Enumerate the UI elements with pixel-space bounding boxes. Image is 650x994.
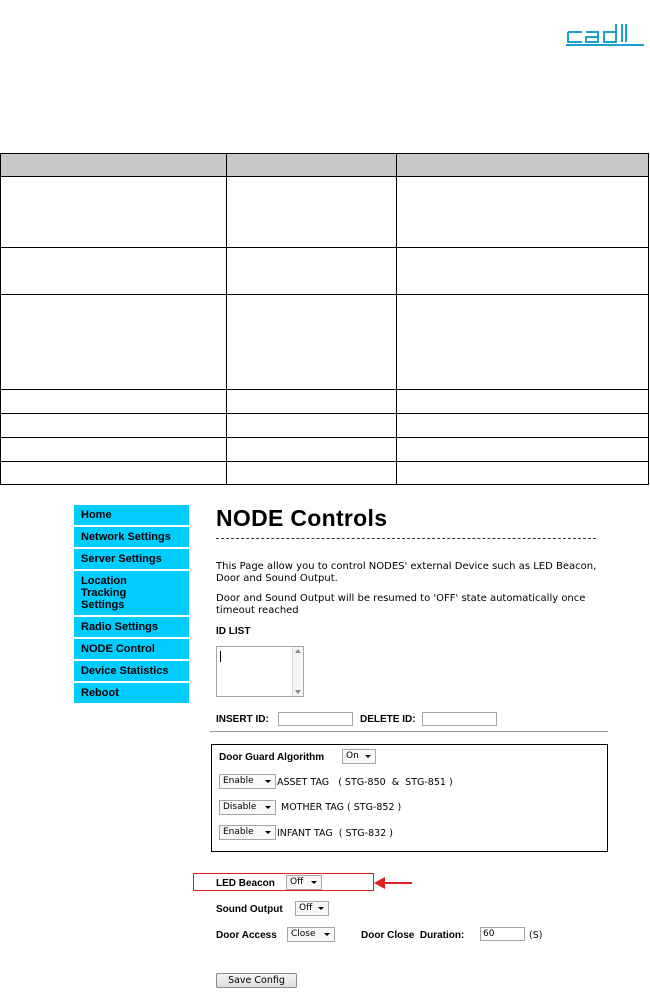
insert-id-input[interactable]	[278, 712, 353, 726]
page-description: This Page allow you to control NODES' external Device such as LED Beacon, Door and Sound Output.	[216, 561, 597, 584]
infant-tag-state: Enable	[223, 827, 254, 837]
list-scrollbar[interactable]	[292, 647, 303, 696]
sidebar-item-server-settings[interactable]: Server Settings	[74, 549, 189, 569]
sound-output-label: Sound Output	[216, 904, 283, 915]
door-guard-label: Door Guard Algorithm	[219, 752, 325, 763]
led-beacon-label: LED Beacon	[216, 878, 275, 889]
door-guard-select[interactable]	[342, 749, 376, 764]
door-close-duration-label: Door Close Duration:	[361, 930, 465, 941]
scroll-down-icon[interactable]	[295, 690, 301, 694]
table-row	[1, 295, 649, 390]
infant-tag-select[interactable]	[219, 825, 276, 840]
table-row	[1, 248, 649, 295]
highlight-arrow-line	[384, 882, 412, 884]
door-guard-value: On	[346, 751, 359, 761]
document-table	[0, 153, 649, 485]
table-row	[1, 462, 649, 485]
chevron-down-icon	[265, 780, 271, 783]
save-config-button[interactable]: Save Config	[216, 973, 297, 988]
asset-tag-state: Enable	[223, 776, 254, 786]
chevron-down-icon	[311, 881, 317, 884]
sidebar-item-device-statistics[interactable]: Device Statistics	[74, 661, 189, 681]
chevron-down-icon	[265, 831, 271, 834]
title-divider	[216, 538, 596, 539]
sidebar-item-reboot[interactable]: Reboot	[74, 683, 189, 703]
cadi-logo	[566, 22, 646, 48]
scroll-up-icon[interactable]	[295, 649, 301, 653]
table-row	[1, 390, 649, 414]
mother-tag-select[interactable]	[219, 800, 276, 815]
timeout-note: Door and Sound Output will be resumed to 'OFF' state automatically once timeout reached	[216, 593, 586, 616]
section-divider	[210, 731, 608, 732]
sidebar-nav	[74, 505, 189, 705]
sound-output-value: Off	[299, 903, 313, 913]
sidebar-item-radio-settings[interactable]: Radio Settings	[74, 617, 189, 637]
page-title: NODE Controls	[216, 505, 388, 531]
insert-id-label: INSERT ID:	[216, 714, 269, 725]
delete-id-input[interactable]	[422, 712, 497, 726]
chevron-down-icon	[365, 755, 371, 758]
chevron-down-icon	[318, 907, 324, 910]
table-row	[1, 414, 649, 438]
asset-tag-select[interactable]	[219, 774, 276, 789]
table-header-row	[1, 154, 649, 177]
led-beacon-select[interactable]	[286, 875, 322, 890]
delete-id-label: DELETE ID:	[360, 714, 416, 725]
sidebar-item-node-control[interactable]: NODE Control	[74, 639, 189, 659]
sidebar-item-network-settings[interactable]: Network Settings	[74, 527, 189, 547]
duration-unit: (S)	[529, 930, 543, 941]
chevron-down-icon	[324, 933, 330, 936]
door-access-label: Door Access	[216, 930, 277, 941]
table-row	[1, 177, 649, 248]
sound-output-select[interactable]	[295, 901, 329, 916]
id-list-box[interactable]	[216, 646, 304, 697]
table-row	[1, 438, 649, 462]
door-access-select[interactable]	[287, 927, 335, 942]
led-beacon-value: Off	[290, 877, 304, 887]
mother-tag-label: MOTHER TAG ( STG-852 )	[281, 802, 402, 813]
text-cursor	[220, 651, 221, 662]
id-list-label: ID LIST	[216, 626, 251, 637]
door-access-value: Close	[291, 929, 316, 939]
mother-tag-state: Disable	[223, 802, 257, 812]
chevron-down-icon	[265, 806, 271, 809]
infant-tag-label: INFANT TAG ( STG-832 )	[277, 828, 393, 839]
arrow-left-icon	[374, 877, 385, 889]
door-close-duration-input[interactable]: 60	[480, 927, 525, 941]
sidebar-item-location-tracking-settings[interactable]: Location Tracking Settings	[74, 571, 189, 615]
sidebar-item-home[interactable]: Home	[74, 505, 189, 525]
asset-tag-label: ASSET TAG ( STG-850 & STG-851 )	[277, 777, 453, 788]
